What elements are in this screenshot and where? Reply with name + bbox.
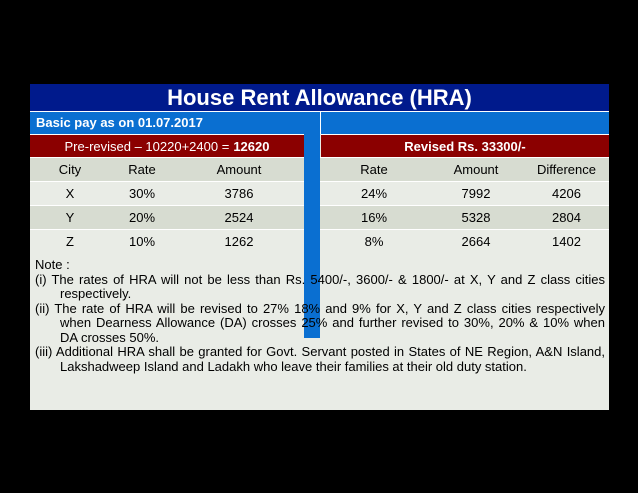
pre-revised-value: 12620 bbox=[233, 138, 270, 154]
note-item: (ii) The rate of HRA will be revised to 27% 18% and 9% for X, Y and Z class cities respectively when Dearness Allowance (DA) crosses 25% and further revised to 30%, 20% & 10% when DA crosses 50%. bbox=[35, 300, 605, 345]
revised-band bbox=[321, 134, 609, 157]
difference-cell: 1402 bbox=[552, 234, 581, 249]
pre-revised-band bbox=[30, 134, 304, 157]
table-row bbox=[320, 181, 609, 205]
header-rate: Rate bbox=[128, 162, 156, 177]
revised-rate-cell: 8% bbox=[364, 234, 384, 249]
rate-cell: 30% bbox=[128, 186, 156, 201]
header-amount: Amount bbox=[216, 162, 262, 177]
revised-label: Revised Rs. 33300/- bbox=[404, 138, 526, 154]
note-heading: Note : bbox=[35, 257, 70, 272]
notes-section bbox=[30, 254, 609, 410]
column-separator bbox=[320, 112, 321, 134]
amount-cell: 3786 bbox=[224, 186, 254, 201]
revised-rate-cell: 16% bbox=[360, 210, 388, 225]
header-city: City bbox=[58, 162, 82, 177]
revised-amount-cell: 5328 bbox=[461, 210, 491, 225]
hra-slide bbox=[30, 84, 609, 410]
note-item: (iii) Additional HRA shall be granted for Govt. Servant posted in States of NE Region, A&N Island, Lakshadweep Island and Ladakh who leave their families at their old duty station. bbox=[35, 344, 605, 374]
amount-cell: 2524 bbox=[224, 210, 254, 225]
header-revised-amount: Amount bbox=[453, 162, 499, 177]
rate-cell: 20% bbox=[128, 210, 156, 225]
city-cell: Z bbox=[66, 234, 74, 249]
revised-amount-cell: 2664 bbox=[461, 234, 491, 249]
table-row bbox=[30, 205, 304, 229]
left-header-row bbox=[30, 157, 304, 181]
pre-revised-label: Pre-revised – 10220+2400 = bbox=[64, 138, 230, 154]
difference-cell: 2804 bbox=[552, 210, 581, 225]
revised-rate-cell: 24% bbox=[360, 186, 388, 201]
table-row bbox=[320, 205, 609, 229]
slide-title: House Rent Allowance (HRA) bbox=[30, 84, 609, 112]
table-row bbox=[30, 181, 304, 205]
revised-amount-cell: 7992 bbox=[461, 186, 491, 201]
difference-cell: 4206 bbox=[552, 186, 581, 201]
rate-cell: 10% bbox=[128, 234, 156, 249]
city-cell: X bbox=[65, 186, 75, 201]
header-revised-rate: Rate bbox=[360, 162, 388, 177]
header-difference: Difference bbox=[536, 162, 596, 177]
table-row bbox=[320, 229, 609, 253]
table-row bbox=[30, 229, 304, 253]
right-header-row bbox=[320, 157, 609, 181]
amount-cell: 1262 bbox=[224, 234, 254, 249]
city-cell: Y bbox=[65, 210, 75, 225]
note-item: (i) The rates of HRA will not be less than Rs. 5400/-, 3600/- & 1800/- at X, Y and Z class cities respectively. bbox=[35, 271, 605, 301]
basic-pay-label: Basic pay as on 01.07.2017 bbox=[36, 115, 203, 130]
